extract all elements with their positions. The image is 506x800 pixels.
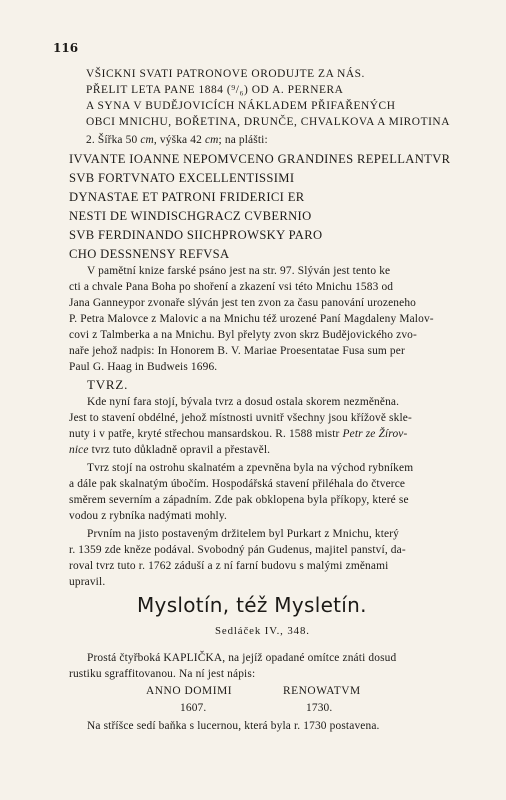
tvrz-text: nuty i v patře, kryté střechou mansardskou. R. 1588 mistr	[69, 428, 340, 440]
memorial-line: Paul G. Haag in Budweis 1696.	[69, 361, 218, 373]
bell-inscription-line: SVB FERDINANDO SIICHPROWSKY PARO	[69, 228, 323, 242]
bell-inscription-line: IVVANTE IOANNE NEPOMVCENO GRANDINES REPELLANTVR	[69, 152, 451, 166]
bell2-suffix: ; na plášti:	[218, 134, 268, 146]
inscription-line: VŠICKNI SVATI PATRONOVE ORODUJTE ZA NÁS.	[86, 68, 365, 80]
tvrz-line: Prvním na jisto postaveným držitelem byl Purkart z Mnichu, který	[87, 528, 400, 540]
section-heading-tvrz: TVRZ.	[87, 377, 129, 392]
chapel-line: rustiku sgraffitovanou. Na ní jest nápis:	[69, 668, 256, 680]
memorial-line: Jana Ganneypor zvonaře slýván jest ten zvon za času panování urozeneho	[69, 297, 417, 309]
bell-inscription-line: DYNASTAE ET PATRONI FRIDERICI ER	[69, 190, 305, 204]
page-number: 116	[53, 41, 79, 55]
memorial-line: cti a chvale Pana Boha po shoření a zkazení vsi této Mnichu 1583 od	[69, 281, 394, 293]
bell2-middle: , výška 42	[153, 134, 205, 146]
tvrz-line	[69, 428, 407, 440]
source-citation: Sedláček IV., 348.	[215, 625, 310, 637]
tvrz-line	[69, 444, 270, 456]
tvrz-line: roval tvrz tuto r. 1762 záduší a z ní farní budovu s malými změnami	[69, 560, 389, 572]
inscription-line: OBCI MNICHU, BOŘETINA, DRUNČE, CHVALKOVA A MIROTINA	[86, 116, 450, 128]
tvrz-line: r. 1359 zde kněze podával. Svobodný pán Gudenus, majitel panství, da-	[69, 544, 406, 556]
bell2-dimensions	[86, 134, 268, 146]
memorial-line: V pamětní knize farské psáno jest na str. 97. Slýván jest tento ke	[87, 265, 391, 277]
inscription-line: A SYNA V BUDĚJOVICÍCH NÁKLADEM PŘIFAŘENÝCH	[86, 100, 396, 112]
chapel-inscription-left: ANNO DOMIMI	[146, 685, 233, 697]
bell-inscription-line: CHO DESSNENSY REFVSA	[69, 247, 230, 261]
bell-inscription-line: SVB FORTVNATO EXCELLENTISSIMI	[69, 171, 295, 185]
tvrz-italic-name: nice	[69, 444, 89, 456]
bell2-prefix: 2. Šířka 50	[86, 134, 141, 146]
tvrz-line: směrem severním a západním. Zde pak obklopena byla příkopy, které se	[69, 494, 409, 506]
memorial-line: covi z Talmberka a na Mnichu. Byl přelyty zvon skrz Budějovického zvo-	[69, 329, 417, 341]
tvrz-line: vodou z rybníka nadýmati mohly.	[69, 510, 227, 522]
memorial-line: P. Petra Malovce z Malovic a na Mnichu též urozené Paní Magdaleny Malov-	[69, 313, 434, 325]
inscription-line: PŘELIT LETA PANE 1884 (⁹/₆) OD A. PERNERA	[86, 84, 344, 96]
bell-inscription-line: NESTI DE WINDISCHGRACZ CVBERNIO	[69, 209, 312, 223]
tvrz-line: Jest to stavení obdélné, jehož místnosti uvnitř všechny jsou křížově skle-	[69, 412, 412, 424]
tvrz-text: tvrz tuto důkladně opravil a přestavěl.	[88, 444, 271, 456]
tvrz-line: Kde nyní fara stojí, bývala tvrz a dosud ostala skorem nezměněna.	[87, 396, 400, 408]
memorial-line: naře jehož nadpis: In Honorem B. V. Mariae Proesentatae Fusa sum per	[69, 345, 405, 357]
section-heading-myslotin: Myslotín, též Mysletín.	[137, 593, 367, 617]
chapel-inscription-right: RENOWATVM	[283, 685, 361, 697]
chapel-line: Prostá čtyřboká KAPLIČKA, na jejíž opadané omítce znáti dosud	[87, 652, 397, 664]
tvrz-italic-name: Petr ze Žírov-	[342, 428, 408, 440]
final-line: Na stříšce sedí baňka s lucernou, která byla r. 1730 postavena.	[87, 720, 380, 732]
chapel-inscription-year-left: 1607.	[180, 702, 207, 714]
tvrz-line: upravil.	[69, 576, 106, 588]
bell2-unit: cm	[204, 134, 219, 146]
bell2-unit: cm	[140, 134, 154, 146]
tvrz-line: Tvrz stojí na ostrohu skalnatém a zpevněna byla na východ rybníkem	[87, 462, 414, 474]
tvrz-line: a dále pak skalnatým úbočím. Hospodářská stavení přiléhala do čtverce	[69, 478, 406, 490]
chapel-inscription-year-right: 1730.	[306, 702, 333, 714]
